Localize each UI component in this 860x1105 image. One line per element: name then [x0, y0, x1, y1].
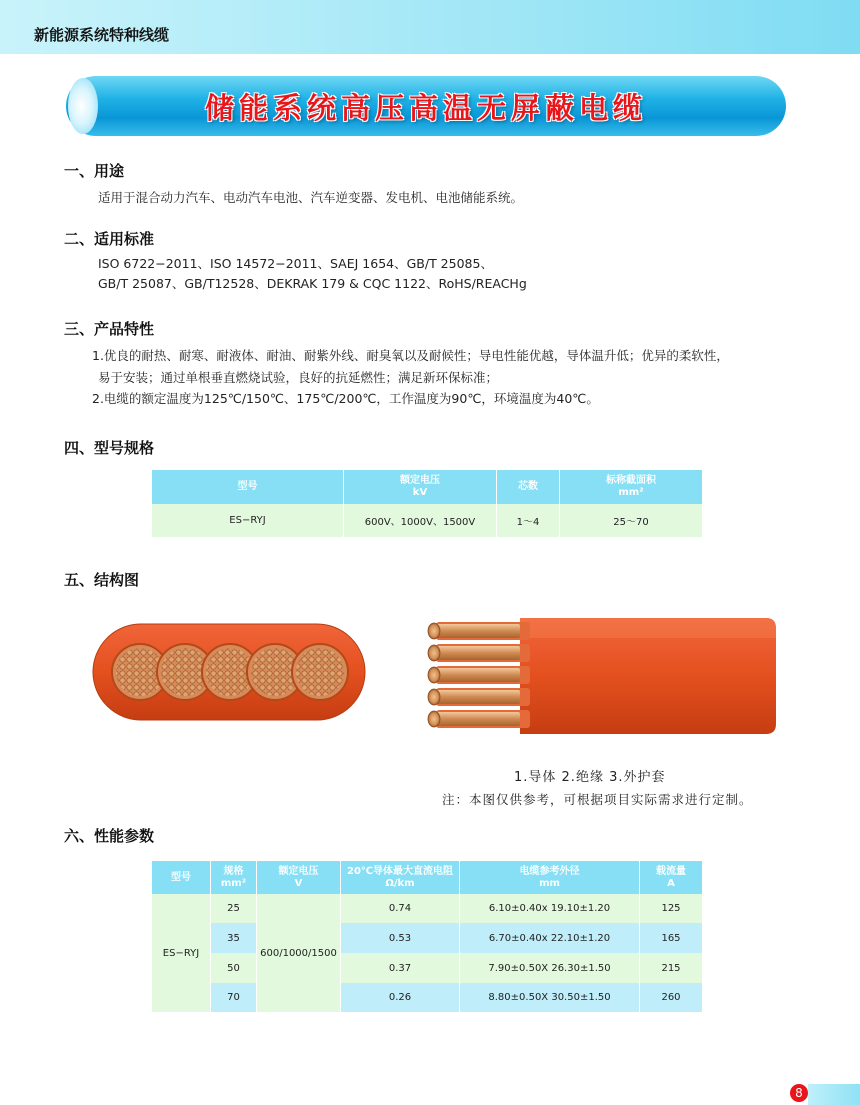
col-cores: 芯数 [497, 470, 560, 504]
col-spec [211, 861, 257, 894]
cell-current: 260 [640, 983, 703, 1012]
structure-caption: 1.导体 2.绝缘 3.外护套 [514, 770, 666, 785]
cell-voltage: 600/1000/1500 [257, 894, 341, 1012]
cell-diameter: 8.80±0.50X 30.50±1.50 [460, 983, 640, 1012]
col-area-label: 标称截面积 [606, 475, 656, 486]
cell-model: ES−RYJ [152, 504, 344, 537]
page-title: 储能系统高压高温无屏蔽电缆 [204, 91, 647, 125]
wire-3 [428, 666, 530, 684]
col-resistance-label: 20℃导体最大直流电阻 [346, 865, 454, 877]
cell-resistance: 0.53 [341, 923, 460, 953]
header-bar [0, 0, 860, 54]
table-row [152, 923, 703, 953]
features-line-1: 1.优良的耐热、耐寒、耐液体、耐油、耐紫外线、耐臭氧以及耐候性；导电性能优越，导体温升低；优异的柔软性， [92, 348, 729, 363]
cell-cores: 1～4 [497, 504, 560, 537]
wire-2 [428, 644, 530, 662]
standards-line-1: ISO 6722−2011、ISO 14572−2011、SAEJ 1654、GB/T 25085、 [98, 256, 493, 271]
col-area-unit: mm² [618, 487, 644, 498]
table-row [152, 983, 703, 1012]
cell-spec: 70 [211, 983, 257, 1012]
wire-1 [428, 622, 530, 640]
wire-5 [428, 710, 530, 728]
cell-current: 165 [640, 923, 703, 953]
footer-corner-bar [808, 1084, 860, 1105]
cell-resistance: 0.74 [341, 894, 460, 923]
cell-diameter: 6.10±0.40x 19.10±1.20 [460, 894, 640, 923]
col-voltage-label: 额定电压 [278, 865, 319, 877]
cell-diameter: 6.70±0.40x 22.10±1.20 [460, 923, 640, 953]
title-banner [66, 76, 786, 136]
cell-spec: 35 [211, 923, 257, 953]
cell-resistance: 0.26 [341, 983, 460, 1012]
page-number: 8 [790, 1084, 808, 1102]
usage-text: 适用于混合动力汽车、电动汽车电池、汽车逆变器、发电机、电池储能系统。 [98, 190, 524, 205]
col-diameter-label: 电缆参考外径 [519, 865, 580, 877]
col-current-label: 载流量 [656, 865, 686, 877]
heading-models: 四、型号规格 [64, 439, 155, 457]
cable-structure-diagram [0, 600, 860, 750]
col-model: 型号 [152, 861, 211, 894]
category-label: 新能源系统特种线缆 [34, 26, 170, 44]
col-diameter [460, 861, 640, 894]
col-resistance-unit: Ω/km [385, 877, 415, 889]
heading-standards: 二、适用标准 [64, 230, 155, 248]
features-line-3: 2.电缆的额定温度为125℃/150℃、175℃/200℃，工作温度为90℃，环境温度为40℃。 [92, 391, 599, 406]
col-model: 型号 [152, 470, 344, 504]
col-voltage-label: 额定电压 [400, 475, 440, 486]
col-spec-label: 规格 [223, 865, 244, 877]
cable-cross-section [93, 624, 365, 720]
standards-line-2: GB/T 25087、GB/T12528、DEKRAK 179 & CQC 1122、RoHS/REACHg [98, 276, 527, 291]
cell-current: 125 [640, 894, 703, 923]
model-spec-table [152, 470, 703, 537]
heading-usage: 一、用途 [64, 162, 125, 180]
cell-resistance: 0.37 [341, 953, 460, 983]
col-voltage-unit: kV [412, 487, 428, 498]
table-row [152, 894, 703, 923]
col-current [640, 861, 703, 894]
cell-area: 25～70 [560, 504, 703, 537]
col-area [560, 470, 703, 504]
cell-current: 215 [640, 953, 703, 983]
col-voltage [257, 861, 341, 894]
table-row [152, 504, 703, 537]
table-row [152, 953, 703, 983]
cable-side-view [428, 618, 776, 734]
features-line-2: 易于安装；通过单根垂直燃烧试验，良好的抗延燃性；满足新环保标准； [98, 370, 499, 385]
heading-structure: 五、结构图 [64, 571, 140, 589]
conductor-5 [292, 644, 348, 700]
heading-features: 三、产品特性 [64, 320, 155, 338]
cell-spec: 25 [211, 894, 257, 923]
heading-performance: 六、性能参数 [64, 827, 155, 845]
structure-note: 注：本图仅供参考，可根据项目实际需求进行定制。 [442, 792, 753, 807]
performance-table [152, 861, 703, 1012]
col-diameter-unit: mm [539, 877, 560, 889]
cell-diameter: 7.90±0.50X 26.30±1.50 [460, 953, 640, 983]
col-current-unit: A [667, 877, 675, 889]
col-resistance [341, 861, 460, 894]
col-voltage [344, 470, 497, 504]
cell-voltage: 600V、1000V、1500V [344, 504, 497, 537]
wire-4 [428, 688, 530, 706]
col-voltage-unit: V [294, 877, 303, 889]
col-spec-unit: mm² [220, 877, 247, 889]
cell-model: ES−RYJ [152, 894, 211, 1012]
cell-spec: 50 [211, 953, 257, 983]
